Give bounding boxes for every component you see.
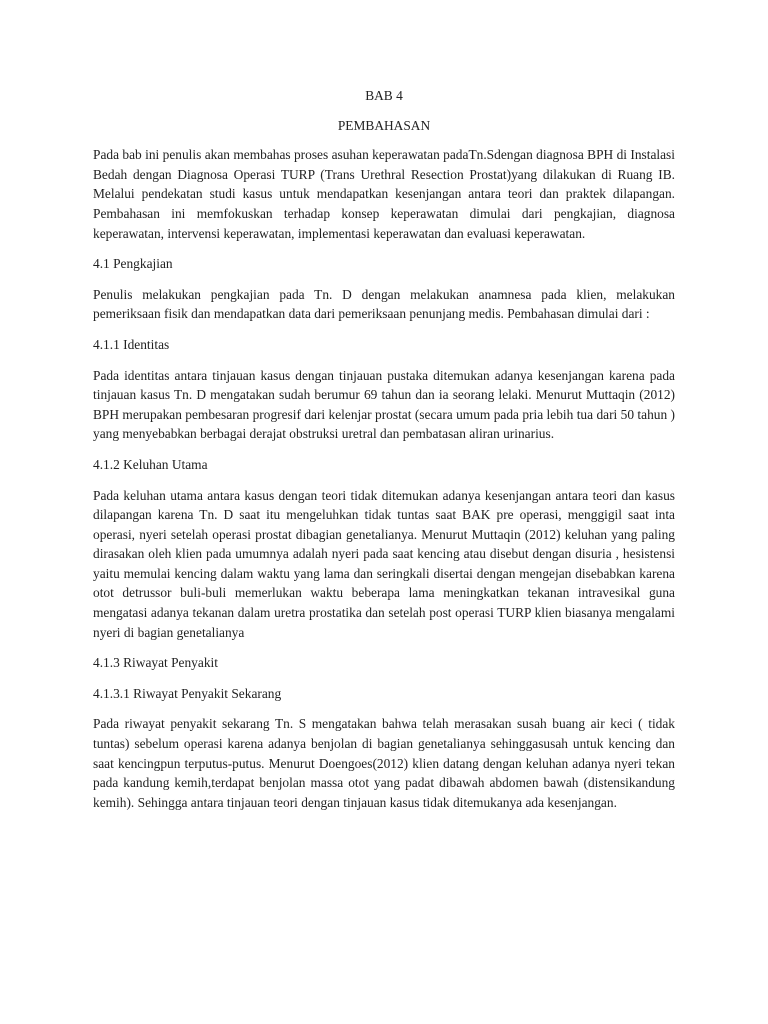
document-page (93, 86, 675, 823)
section-heading-pengkajian: 4.1 Pengkajian (93, 256, 173, 272)
riwayat-sekarang-paragraph: Pada riwayat penyakit sekarang Tn. S mengatakan bahwa telah merasakan susah buang air keci ( tidak tuntas) sebelum operasi karena adanya benjolan di bagian genetalianya sehinggasusah untuk kencing dan saat kencingpun terputus-putus. Menurut Doengoes(2012) klien datang dengan keluhan adanya nyeri tekan pada kandung kemih,terdapat benjolan massa otot yang padat dibawah abdomen bawah (distensikandung kemih). Sehingga antara tinjauan teori dengan tinjauan kasus tidak ditemukanya ada kesenjangan. (93, 716, 675, 810)
intro-paragraph: Pada bab ini penulis akan membahas proses asuhan keperawatan padaTn.Sdengan diagnosa BPH di Instalasi Bedah dengan Diagnosa Operasi TURP (Trans Urethral Resection Prostat)yang dilakukan di Ruang IB. Melalui pendekatan studi kasus untuk mendapatkan kesenjangan antara teori dan praktek dilapangan. Pembahasan ini memfokuskan terhadap konsep keperawatan dimulai dari pengkajian, diagnosa keperawatan, intervensi keperawatan, implementasi keperawatan dan evaluasi keperawatan. (93, 147, 675, 241)
keluhan-utama-paragraph: Pada keluhan utama antara kasus dengan teori tidak ditemukan adanya kesenjangan antara teori dan kasus dilapangan karena Tn. D saat itu mengeluhkan tidak tuntas saat BAK pre operasi, menggigil saat inta operasi, nyeri setelah operasi prostat dibagian genetalianya. Menurut Muttaqin (2012) keluhan yang paling dirasakan oleh klien pada umumnya adalah nyeri pada saat kencing atau disebut dengan disuria , hesistensi yaitu memulai kencing dalam waktu yang lama dan seringkali disertai dengan mengejan disebabkan karena otot detrussor buli-buli memerlukan waktu beberapa lama meningkatkan tekanan intravesikal guna mengatasi adanya tekanan dalam uretra prostatika dan setelah post operasi TURP klien biasanya mengalami nyeri di bagian genetalianya (93, 487, 675, 640)
section-heading-identitas: 4.1.1 Identitas (93, 336, 170, 352)
section-heading-keluhan-utama: 4.1.2 Keluhan Utama (93, 456, 208, 472)
chapter-title: PEMBAHASAN (337, 117, 431, 133)
identitas-paragraph: Pada identitas antara tinjauan kasus dengan tinjauan pustaka ditemukan adanya kesenjangan karena pada tinjauan kasus Tn. D mengatakan sudah berumur 69 tahun dan ia seorang lelaki. Menurut Muttaqin (2012) BPH merupakan pembesaran progresif dari kelenjar prostat (secara umum pada pria lebih tua dari 50 tahun ) yang menyebabkan berbagai derajat obstruksi uretral dan pembatasan aliran urinarius. (93, 367, 675, 442)
chapter-number: BAB 4 (365, 88, 403, 103)
pengkajian-paragraph: Penulis melakukan pengkajian pada Tn. D dengan melakukan anamnesa pada klien, melakukan pemeriksaan fisik dan mendapatkan data dari pemeriksaan penunjang medis. Pembahasan dimulai dari : (93, 286, 675, 322)
section-heading-riwayat-penyakit: 4.1.3 Riwayat Penyakit (93, 655, 218, 671)
section-heading-riwayat-penyakit-sekarang: 4.1.3.1 Riwayat Penyakit Sekarang (93, 685, 282, 701)
